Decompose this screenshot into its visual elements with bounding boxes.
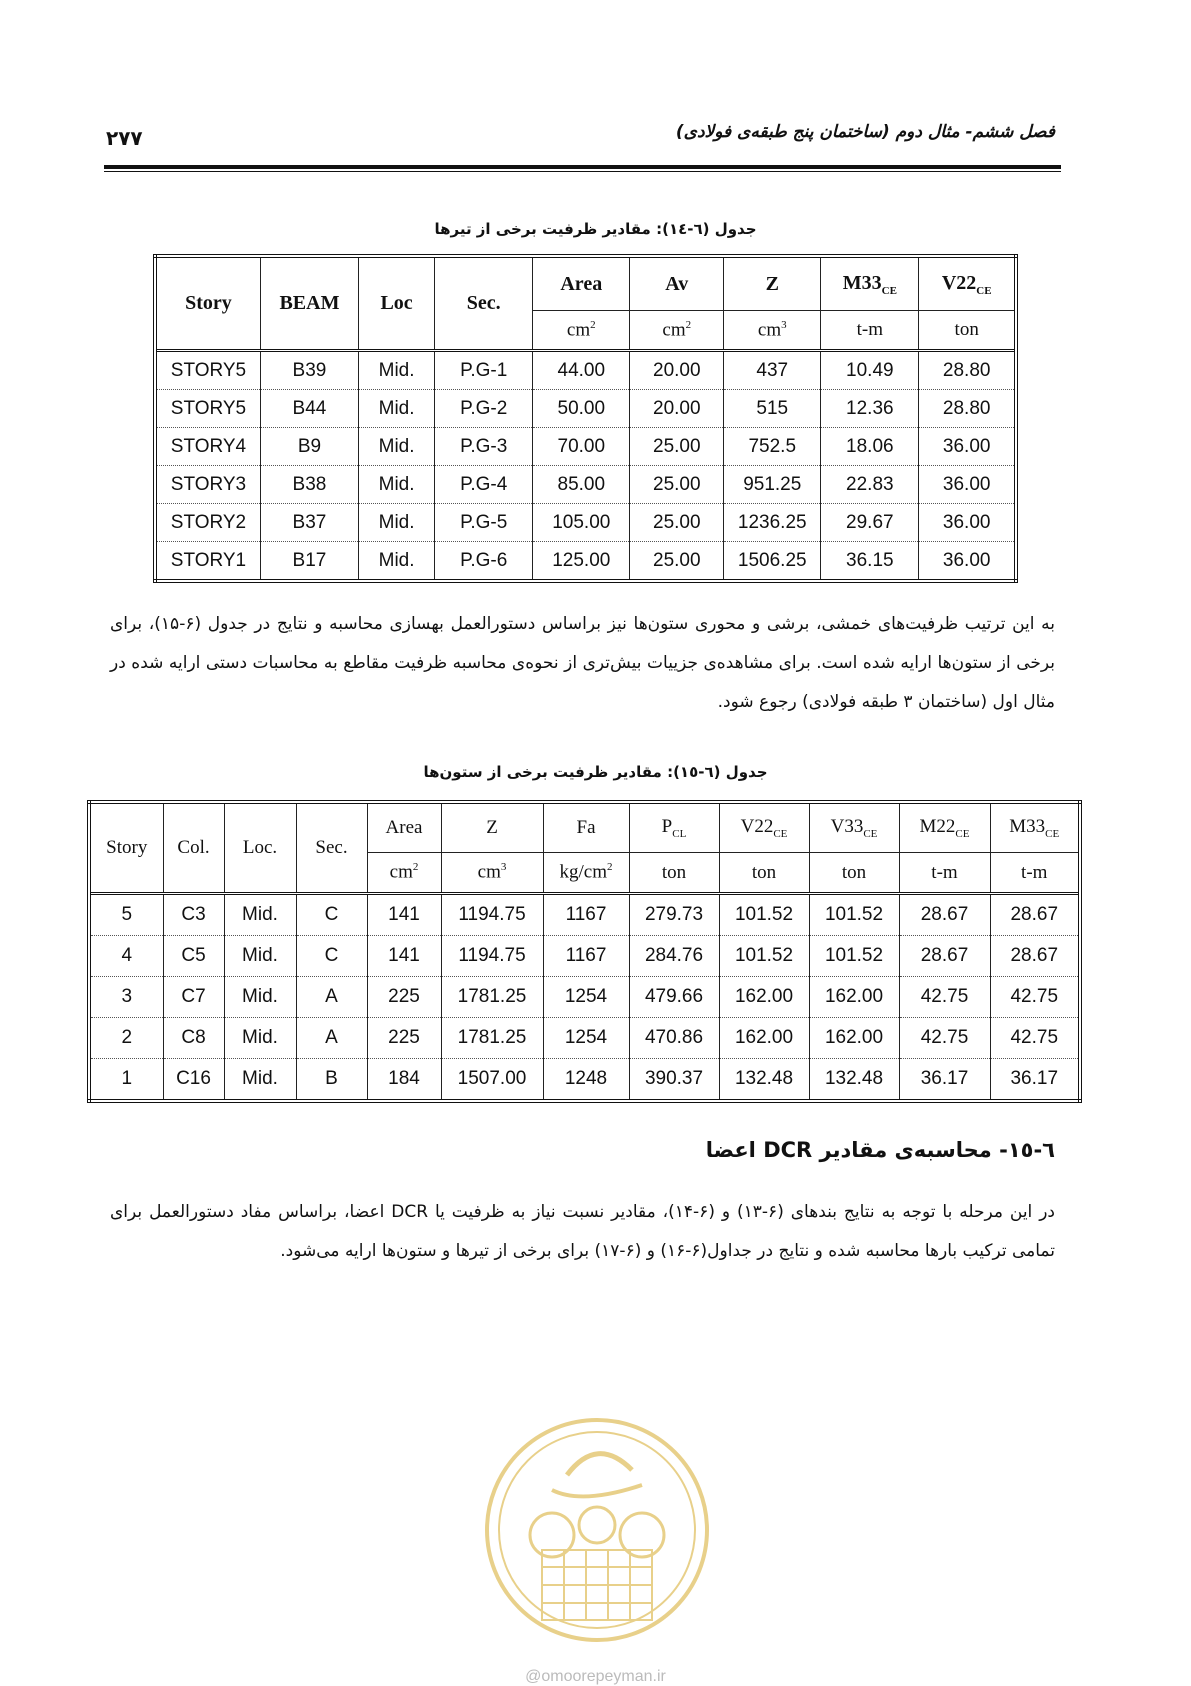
watermark-url: @omoorepeyman.ir — [525, 1668, 666, 1685]
table1-header-area: Area — [533, 256, 630, 311]
table-cell: 25.00 — [630, 428, 724, 466]
header-rule-thick — [104, 165, 1061, 169]
table-cell: Mid. — [224, 1018, 296, 1059]
table-cell: 1781.25 — [441, 977, 543, 1018]
table-cell: 2 — [89, 1018, 163, 1059]
table1-unit-area: $cm^2$ — [533, 311, 630, 351]
table1-header-row — [155, 256, 1016, 311]
table-cell: 437 — [724, 351, 821, 390]
table-cell: Mid. — [359, 504, 435, 542]
table-cell: 29.67 — [821, 504, 919, 542]
table-cell: Mid. — [224, 936, 296, 977]
paragraph-column-capacities: به این ترتیب ظرفیت‌های خمشی، برشی و محوری ستون‌ها نیز براساس دستورالعمل بهسازی محاسبه و نتایج در جدول (۶-۱۵)، برای برخی از ستون‌ها ارایه شده است. برای مشاهده‌ی جزییات بیش‌تری از نحوه‌ی محاسبه ظرفیت مقاطع به محاسبات دستی ارایه شده در مثال اول (ساختمان ۳ طبقه فولادی) رجوع شود. — [110, 614, 1055, 712]
table2-header-z: Z — [441, 802, 543, 853]
table-cell: 1236.25 — [724, 504, 821, 542]
table-cell: 284.76 — [629, 936, 719, 977]
table-row — [89, 1018, 1080, 1059]
table-cell: P.G-2 — [435, 390, 533, 428]
table-cell: 50.00 — [533, 390, 630, 428]
table1-caption: جدول (٦-١٤): مقادیر ظرفیت برخی از تیرها — [434, 220, 757, 238]
table-cell: 5 — [89, 894, 163, 936]
table-cell: C — [296, 936, 367, 977]
table1-header-beam: BEAM — [260, 256, 358, 351]
table-cell: A — [296, 1018, 367, 1059]
table-cell: STORY2 — [155, 504, 260, 542]
table2-unit-m22ce: t-m — [899, 853, 990, 894]
table-row — [89, 977, 1080, 1018]
table2-header-row — [89, 802, 1080, 853]
table-cell: Mid. — [224, 977, 296, 1018]
table-cell: P.G-1 — [435, 351, 533, 390]
table-cell: 28.80 — [919, 390, 1016, 428]
table-row — [89, 894, 1080, 936]
table2-unit-m33ce: t-m — [990, 853, 1080, 894]
table-row — [155, 351, 1016, 390]
table1-unit-z: $cm^3$ — [724, 311, 821, 351]
table-cell: 3 — [89, 977, 163, 1018]
table-cell: P.G-4 — [435, 466, 533, 504]
table-cell: 225 — [367, 977, 441, 1018]
table-cell: 1781.25 — [441, 1018, 543, 1059]
table-cell: 36.15 — [821, 542, 919, 582]
table2-header-fa: Fa — [543, 802, 629, 853]
table-cell: 101.52 — [719, 894, 809, 936]
table2-header-loc: Loc. — [224, 802, 296, 894]
table-cell: 101.52 — [809, 894, 899, 936]
table2-header-m22ce: $M22_{CE}$ — [899, 802, 990, 853]
table-cell: Mid. — [359, 428, 435, 466]
table-cell: C3 — [163, 894, 224, 936]
table-cell: 279.73 — [629, 894, 719, 936]
table-cell: 1167 — [543, 936, 629, 977]
table2-header-col: Col. — [163, 802, 224, 894]
table1-header-m33ce: $M33_{CE}$ — [821, 256, 919, 311]
table-cell: 28.80 — [919, 351, 1016, 390]
table-row — [89, 936, 1080, 977]
table-cell: 132.48 — [809, 1059, 899, 1102]
table-cell: 18.06 — [821, 428, 919, 466]
table1-header-story: Story — [155, 256, 260, 351]
table-cell: 225 — [367, 1018, 441, 1059]
table-cell: 25.00 — [630, 504, 724, 542]
table-cell: 390.37 — [629, 1059, 719, 1102]
table2-header-m33ce: $M33_{CE}$ — [990, 802, 1080, 853]
table-cell: 42.75 — [899, 1018, 990, 1059]
table-cell: C7 — [163, 977, 224, 1018]
table-cell: 470.86 — [629, 1018, 719, 1059]
table-cell: 12.36 — [821, 390, 919, 428]
table-cell: B17 — [260, 542, 358, 582]
table2-unit-z: $cm^3$ — [441, 853, 543, 894]
table2-header-story: Story — [89, 802, 163, 894]
table2-header-area: Area — [367, 802, 441, 853]
watermark-logo-icon — [482, 1415, 712, 1645]
table-cell: 36.00 — [919, 466, 1016, 504]
chapter-title: فصل ششم- مثال دوم (ساختمان پنج طبقه‌ی فولادی) — [675, 122, 1055, 142]
table-row — [155, 428, 1016, 466]
paragraph-dcr-calculation: در این مرحله با توجه به نتایج بندهای (۶-۱۳) و (۶-۱۴)، مقادیر نسبت نیاز به ظرفیت یا DCR اعضا، براساس مفاد دستورالعمل برای تمامی ترکیب بارها محاسبه شده و نتایج در جداول(۶-۱۶) و (۶-۱۷) برای برخی از تیرها و ستون‌ها ارایه می‌شود. — [110, 1202, 1055, 1261]
table-cell: 42.75 — [899, 977, 990, 1018]
table-cell: 25.00 — [630, 466, 724, 504]
table-cell: Mid. — [224, 1059, 296, 1102]
table2-header-pcl: $P_{CL}$ — [629, 802, 719, 853]
header-rule-thin — [104, 171, 1061, 172]
table-cell: 162.00 — [809, 1018, 899, 1059]
table-cell: P.G-5 — [435, 504, 533, 542]
table-cell: B37 — [260, 504, 358, 542]
table2-header-sec: Sec. — [296, 802, 367, 894]
table-cell: 36.17 — [990, 1059, 1080, 1102]
table-cell: 101.52 — [719, 936, 809, 977]
table-row — [155, 466, 1016, 504]
table-row — [155, 542, 1016, 582]
table-cell: Mid. — [359, 390, 435, 428]
table-cell: 125.00 — [533, 542, 630, 582]
table-cell: 20.00 — [630, 351, 724, 390]
table-cell: P.G-6 — [435, 542, 533, 582]
table-cell: C8 — [163, 1018, 224, 1059]
table2-unit-pcl: ton — [629, 853, 719, 894]
table-cell: C5 — [163, 936, 224, 977]
table-cell: 1506.25 — [724, 542, 821, 582]
table-cell: 162.00 — [809, 977, 899, 1018]
table-cell: 28.67 — [899, 894, 990, 936]
table-cell: 10.49 — [821, 351, 919, 390]
table2-caption: جدول (٦-١٥): مقادیر ظرفیت برخی از ستون‌ها — [423, 763, 768, 781]
table-cell: 1254 — [543, 1018, 629, 1059]
table-cell: STORY3 — [155, 466, 260, 504]
table1-unit-av: $cm^2$ — [630, 311, 724, 351]
table1-header-sec: Sec. — [435, 256, 533, 351]
table2-unit-v22ce: ton — [719, 853, 809, 894]
table1-body — [155, 351, 1016, 582]
table-cell: Mid. — [224, 894, 296, 936]
table-cell: 1 — [89, 1059, 163, 1102]
table-cell: 1194.75 — [441, 936, 543, 977]
table-cell: B — [296, 1059, 367, 1102]
table-cell: STORY1 — [155, 542, 260, 582]
table-cell: 25.00 — [630, 542, 724, 582]
table-cell: 515 — [724, 390, 821, 428]
column-capacity-table — [87, 800, 1082, 1103]
table2-header-v22ce: $V22_{CE}$ — [719, 802, 809, 853]
table-cell: 20.00 — [630, 390, 724, 428]
table-cell: 141 — [367, 936, 441, 977]
table2-header-v33ce: $V33_{CE}$ — [809, 802, 899, 853]
table-cell: B44 — [260, 390, 358, 428]
table-cell: 1254 — [543, 977, 629, 1018]
table1-header-v22ce: $V22_{CE}$ — [919, 256, 1016, 311]
table-cell: 42.75 — [990, 977, 1080, 1018]
table-cell: 36.00 — [919, 504, 1016, 542]
table-cell: 42.75 — [990, 1018, 1080, 1059]
table-cell: 85.00 — [533, 466, 630, 504]
table-cell: 4 — [89, 936, 163, 977]
table-row — [155, 390, 1016, 428]
table-cell: Mid. — [359, 466, 435, 504]
table-cell: 1248 — [543, 1059, 629, 1102]
table-cell: Mid. — [359, 542, 435, 582]
table-cell: 1507.00 — [441, 1059, 543, 1102]
table-cell: 141 — [367, 894, 441, 936]
table2-unit-fa: $kg/cm^2$ — [543, 853, 629, 894]
table-cell: 162.00 — [719, 977, 809, 1018]
table-cell: 44.00 — [533, 351, 630, 390]
table-cell: 162.00 — [719, 1018, 809, 1059]
table-cell: B9 — [260, 428, 358, 466]
table-cell: P.G-3 — [435, 428, 533, 466]
table-cell: Mid. — [359, 351, 435, 390]
table1-unit-v22ce: ton — [919, 311, 1016, 351]
table1-header-av: Av — [630, 256, 724, 311]
table-cell: STORY4 — [155, 428, 260, 466]
table-cell: STORY5 — [155, 351, 260, 390]
table1-unit-m33ce: t-m — [821, 311, 919, 351]
table-cell: 1167 — [543, 894, 629, 936]
table-cell: C16 — [163, 1059, 224, 1102]
table-cell: 752.5 — [724, 428, 821, 466]
table-cell: C — [296, 894, 367, 936]
table-cell: STORY5 — [155, 390, 260, 428]
table-cell: 1194.75 — [441, 894, 543, 936]
table1-header-z: Z — [724, 256, 821, 311]
table-cell: 36.00 — [919, 428, 1016, 466]
table-cell: 105.00 — [533, 504, 630, 542]
table1-header-loc: Loc — [359, 256, 435, 351]
table-cell: 28.67 — [899, 936, 990, 977]
table2-unit-v33ce: ton — [809, 853, 899, 894]
table2-body — [89, 894, 1080, 1102]
table-cell: 70.00 — [533, 428, 630, 466]
table-cell: A — [296, 977, 367, 1018]
table-cell: B38 — [260, 466, 358, 504]
table-cell: 101.52 — [809, 936, 899, 977]
table-cell: B39 — [260, 351, 358, 390]
table-cell: 28.67 — [990, 936, 1080, 977]
table-cell: 28.67 — [990, 894, 1080, 936]
table-cell: 951.25 — [724, 466, 821, 504]
table-cell: 479.66 — [629, 977, 719, 1018]
page-number: ۲۷۷ — [106, 126, 143, 150]
section-heading: ٦-١٥- محاسبه‌ی مقادیر DCR اعضا — [705, 1138, 1055, 1162]
table-cell: 36.17 — [899, 1059, 990, 1102]
table-cell: 184 — [367, 1059, 441, 1102]
table-row — [89, 1059, 1080, 1102]
table-row — [155, 504, 1016, 542]
table2-unit-area: $cm^2$ — [367, 853, 441, 894]
table-cell: 36.00 — [919, 542, 1016, 582]
beam-capacity-table — [153, 254, 1018, 583]
table-cell: 132.48 — [719, 1059, 809, 1102]
table-cell: 22.83 — [821, 466, 919, 504]
